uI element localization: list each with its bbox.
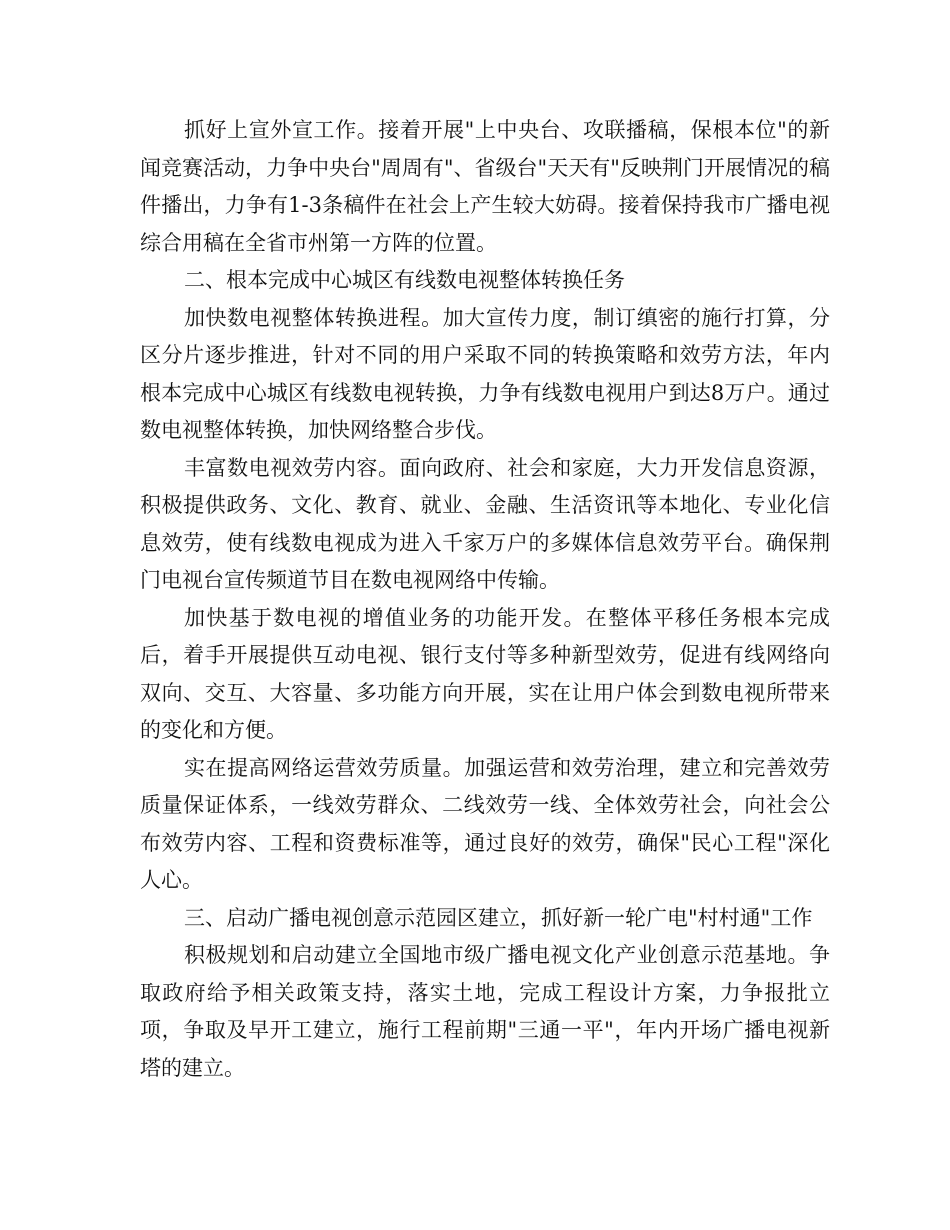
paragraph-digital-tv-content: 丰富数电视效劳内容。面向政府、社会和家庭，大力开发信息资源，积极提供政务、文化、教育、就业、金融、生活资讯等本地化、专业化信息效劳，使有线数电视成为进入千家万户的多媒体信息效劳平台。确保荆门电视台宣传频道节目在数电视网络中传输。 — [140, 455, 830, 592]
document-body — [140, 112, 830, 1087]
section-heading-2: 二、根本完成中心城区有线数电视整体转换任务 — [184, 268, 625, 292]
section-heading-3: 三、启动广播电视创意示范园区建立，抓好新一轮广电"村村通"工作 — [184, 905, 813, 930]
paragraph-service-quality: 实在提高网络运营效劳质量。加强运营和效劳治理，建立和完善效劳质量保证体系，一线效劳群众、二线效劳一线、全体效劳社会，向社会公布效劳内容、工程和资费标准等，通过良好的效劳，确保"民心工程"深化人心。 — [140, 755, 830, 892]
paragraph-digital-tv-conversion: 加快数电视整体转换进程。加大宣传力度，制订缜密的施行打算，分区分片逐步推进，针对不同的用户采取不同的转换策略和效劳方法，年内根本完成中心城区有线数电视转换，力争有线数电视用户到达8万户。通过数电视整体转换，加快网络整合步伐。 — [140, 305, 830, 442]
paragraph-external-publicity: 抓好上宣外宣工作。接着开展"上中央台、攻联播稿，保根本位"的新闻竞赛活动，力争中央台"周周有"、省级台"天天有"反映荆门开展情况的稿件播出，力争有1-3条稿件在社会上产生较大妨碍。接着保持我市广播电视综合用稿在全省市州第一方阵的位置。 — [140, 118, 830, 255]
paragraph-creative-base: 积极规划和启动建立全国地市级广播电视文化产业创意示范基地。争取政府给予相关政策支持，落实土地，完成工程设计方案，力争报批立项，争取及早开工建立，施行工程前期"三通一平"，年内开场广播电视新塔的建立。 — [140, 943, 830, 1080]
paragraph-value-added-services: 加快基于数电视的增值业务的功能开发。在整体平移任务根本完成后，着手开展提供互动电视、银行支付等多种新型效劳，促进有线网络向双向、交互、大容量、多功能方向开展，实在让用户体会到数电视所带来的变化和方便。 — [140, 605, 830, 742]
